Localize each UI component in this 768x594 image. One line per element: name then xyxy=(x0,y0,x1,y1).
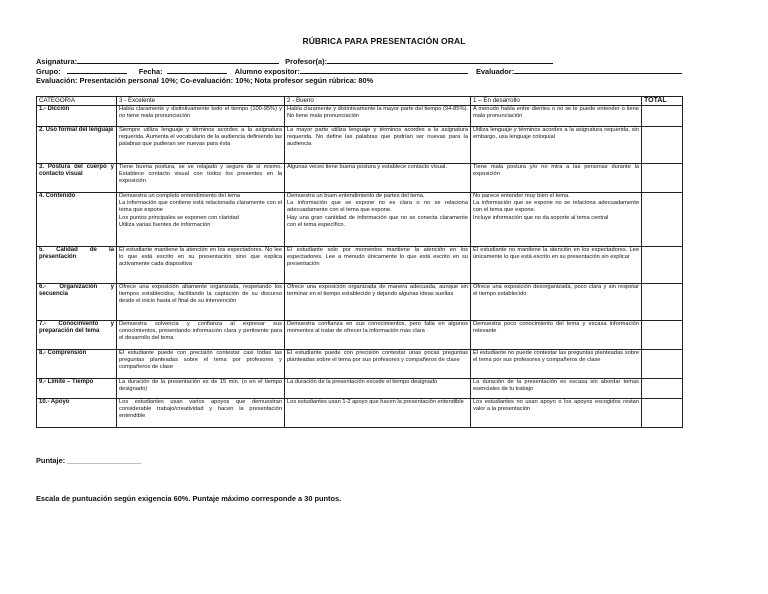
category-cell: 7.- Conocimiento y preparación del tema xyxy=(37,321,117,350)
criterion-cell-c1 xyxy=(471,284,642,321)
criterion-text: Utiliza lenguaje y términos acordes a la asignatura requerida, sin embargo, usa lenguaje coloquial xyxy=(473,127,639,141)
criterion-cell-c1 xyxy=(471,350,642,379)
fecha-label: Fecha: xyxy=(138,67,163,76)
criterion-text: Demuestra solvencia y confianza al expresar sus conocimientos, presentando información clara y pertinente para el desarrollo del tema xyxy=(119,321,282,342)
criterion-cell-c1 xyxy=(471,399,642,428)
table-row xyxy=(37,284,683,321)
criterion-cell-c3 xyxy=(117,247,285,284)
header-en-desarrollo: 1 – En desarrollo xyxy=(471,97,642,106)
total-cell[interactable] xyxy=(642,127,683,164)
total-cell[interactable] xyxy=(642,321,683,350)
criterion-text: Los puntos principales se exponen con claridad xyxy=(119,214,239,221)
header-row-1 xyxy=(36,56,553,66)
table-row xyxy=(37,106,683,127)
table-row xyxy=(37,379,683,399)
criterion-cell-c2 xyxy=(285,247,471,284)
table-row xyxy=(37,193,683,247)
criterion-cell-c3 xyxy=(117,399,285,428)
asignatura-label: Asignatura: xyxy=(36,57,78,66)
criterion-cell-c3 xyxy=(117,106,285,127)
criterion-cell-c1 xyxy=(471,193,642,247)
criterion-cell-c2 xyxy=(285,399,471,428)
profesor-field[interactable] xyxy=(327,56,553,64)
criterion-cell-c3 xyxy=(117,350,285,379)
criterion-text: El estudiante puede con precisión contestar casi todas las preguntas planteadas sobre el tema por profesores y compañeros de clase xyxy=(119,350,282,371)
criterion-text: Habla claramente y distintivamente la mayor parte del tiempo (94-85%). No tiene mala pronunciación xyxy=(287,106,468,120)
header-categoria: CATEGORÍA xyxy=(37,97,117,106)
criterion-text: La información que contiene está relacionada claramente con el tema que expone xyxy=(119,200,282,214)
criterion-text: Los estudiantes usan varios apoyos que demuestran considerable trabajo/creatividad y hacen la presentación entendible xyxy=(119,399,282,420)
criterion-cell-c2 xyxy=(285,379,471,399)
total-cell[interactable] xyxy=(642,164,683,193)
criterion-cell-c1 xyxy=(471,247,642,284)
criterion-text: Ofrece una exposición desorganizada, poco clara y sin respetar el tiempo establecido xyxy=(473,284,639,298)
category-cell: 1.- Dicción xyxy=(37,106,117,127)
criterion-text: La duración de la presentación es escasa sin abordar temas esenciales de tu trabajo xyxy=(473,379,639,393)
table-row xyxy=(37,164,683,193)
criterion-text: La duración de la presentación es de 15 min. (o en el tiempo designado) xyxy=(119,379,282,393)
criterion-cell-c2 xyxy=(285,284,471,321)
fecha-field[interactable] xyxy=(167,66,227,74)
table-header-row xyxy=(37,97,683,106)
criterion-text: Tiene mala postura y/o no mira a las personas durante la exposición xyxy=(473,164,639,178)
header-bueno: 2 - Bueno xyxy=(285,97,471,106)
criterion-cell-c2 xyxy=(285,106,471,127)
total-cell[interactable] xyxy=(642,193,683,247)
criterion-cell-c1 xyxy=(471,164,642,193)
criterion-cell-c3 xyxy=(117,379,285,399)
criterion-text: Algunas veces tiene buena postura y establece contacto visual. xyxy=(287,164,447,170)
table-row xyxy=(37,247,683,284)
table-row xyxy=(37,399,683,428)
document-title: RÚBRICA PARA PRESENTACIÓN ORAL xyxy=(302,36,466,46)
total-cell[interactable] xyxy=(642,247,683,284)
criterion-cell-c1 xyxy=(471,321,642,350)
total-cell[interactable] xyxy=(642,106,683,127)
criterion-cell-c3 xyxy=(117,284,285,321)
criterion-cell-c1 xyxy=(471,379,642,399)
criterion-text: El estudiante mantiene la atención en los espectadores. No lee lo que está escrito en su presentación sino que explica activamente cada diapositiva xyxy=(119,247,282,268)
criterion-cell-c2 xyxy=(285,350,471,379)
criterion-text: Los estudiantes no usan apoyo o los apoyos escogidos restan valor a la presentación xyxy=(473,399,639,413)
header-row-2 xyxy=(36,66,682,76)
grupo-label: Grupo: xyxy=(36,67,61,76)
criterion-text: Utiliza varias fuentes de información xyxy=(119,221,211,228)
criterion-text: Demuestra un completo entendimiento del tema xyxy=(119,193,241,199)
total-cell[interactable] xyxy=(642,379,683,399)
criterion-text: Ofrece una exposición altamente organizada, respetando los tiempos establecidos, facilitando la captación de su discurso desde el inicio hasta el final de su intervención xyxy=(119,284,282,305)
total-cell[interactable] xyxy=(642,399,683,428)
escala-note: Escala de puntuación según exigencia 60%. Puntaje máximo corresponde a 30 puntos. xyxy=(36,494,342,503)
table-row xyxy=(37,350,683,379)
category-cell: 9.- Límite – Tiempo xyxy=(37,379,117,399)
criterion-cell-c3 xyxy=(117,321,285,350)
criterion-text: El estudiante solo por momentos mantiene la atención en los espectadores. Lee a menudo únicamente lo que está escrito en su presentación xyxy=(287,247,468,268)
total-cell[interactable] xyxy=(642,350,683,379)
evaluador-field[interactable] xyxy=(514,66,682,74)
category-cell: 10.- Apoyo xyxy=(37,399,117,428)
alumno-field[interactable] xyxy=(300,66,468,74)
criterion-text: No parece entender muy bien el tema. xyxy=(473,193,570,199)
criterion-cell-c3 xyxy=(117,164,285,193)
alumno-label: Alumno expositor: xyxy=(234,67,300,76)
category-cell: 5. Calidad de la presentación xyxy=(37,247,117,284)
criterion-text: La duración de la presentación excede el tiempo designado xyxy=(287,379,438,385)
puntaje-field[interactable]: Puntaje: __________________ xyxy=(36,456,142,465)
criterion-text: Hay una gran cantidad de información que no se conecta claramente con el tema específico. xyxy=(287,214,468,228)
table-row xyxy=(37,127,683,164)
asignatura-field[interactable] xyxy=(77,56,279,64)
criterion-text: Habla claramente y distintivamente todo el tiempo (100-95%) y no tiene mala pronunciación xyxy=(119,106,282,120)
category-cell: 2. Uso formal del lenguaje xyxy=(37,127,117,164)
criterion-text: Demuestra confianza en sus conocimientos, pero falla en algunos momentos al tratar de ofrecer la información más clara xyxy=(287,321,468,335)
evaluador-label: Evaluador: xyxy=(475,67,515,76)
criterion-text: La información que se expone no es clara o no se relaciona adecuadamente con el tema que expone. xyxy=(287,200,468,214)
header-excelente: 3 - Excelente xyxy=(117,97,285,106)
criterion-text: Tiene buena postura, se ve relajado y seguro de sí mismo. Establece contacto visual con todos los presentes en la exposición xyxy=(119,164,282,185)
total-cell[interactable] xyxy=(642,284,683,321)
criterion-cell-c2 xyxy=(285,127,471,164)
criterion-text: A menudo habla entre dientes o no se le puede entender o tiene mala pronunciación xyxy=(473,106,639,120)
criterion-cell-c2 xyxy=(285,321,471,350)
category-cell: 8.- Comprensión xyxy=(37,350,117,379)
header-total: TOTAL xyxy=(642,97,683,106)
criterion-cell-c1 xyxy=(471,106,642,127)
criterion-cell-c2 xyxy=(285,164,471,193)
criterion-text: La mayor parte utiliza lenguaje y términos acordes a la asignatura requerida. No define las palabras que podrían ser nuevas para la audiencia xyxy=(287,127,468,148)
criterion-cell-c3 xyxy=(117,127,285,164)
category-cell: 3. Postura del cuerpo y contacto visual xyxy=(37,164,117,193)
grupo-field[interactable] xyxy=(67,66,127,74)
category-cell: 4. Contenido xyxy=(37,193,117,247)
criterion-text: El estudiante no mantiene la atención en los espectadores. Lee únicamente lo que está escrito en su presentación sin explicar xyxy=(473,247,639,261)
criterion-cell-c1 xyxy=(471,127,642,164)
table-row xyxy=(37,321,683,350)
rubric-table xyxy=(36,96,683,428)
criterion-text: Los estudiantes usan 1-2 apoyo que hacen la presentación entendible xyxy=(287,399,464,405)
criterion-text: El estudiante puede con precisión contestar unas pocas preguntas planteadas sobre el tema por sus profesores y compañeros de clase xyxy=(287,350,468,364)
criterion-text: Demuestra un buen entendimiento de partes del tema. xyxy=(287,193,425,199)
criterion-text: Demuestra poco conocimiento del tema y escasa información relevante xyxy=(473,321,639,335)
criterion-text: Ofrece una exposición organizada de manera adecuada, aunque sin terminar en el tiempo establecido y dejando algunas ideas sueltas xyxy=(287,284,468,298)
criterion-text: Incluye información que no da soporte al tema central xyxy=(473,214,609,221)
profesor-label: Profesor(a): xyxy=(285,57,328,66)
criterion-cell-c3 xyxy=(117,193,285,247)
criterion-cell-c2 xyxy=(285,193,471,247)
category-cell: 6.- Organización y secuencia xyxy=(37,284,117,321)
rubric-body xyxy=(37,106,683,428)
criterion-text: El estudiante no puede contestar las preguntas planteadas sobre el tema por sus profesores y compañeros de clase xyxy=(473,350,639,364)
evaluation-weights: Evaluación: Presentación personal 10%; Co-evaluación: 10%; Nota profesor según rúbrica: 80% xyxy=(36,76,374,85)
criterion-text: La información que se expone no se relaciona adecuadamente con el tema que expone. xyxy=(473,200,639,214)
criterion-text: Siempre utiliza lenguaje y términos acordes a la asignatura requerida. Aumenta el vocabulario de la audiencia definiendo las palabras que pudieran ser nuevas para ésta xyxy=(119,127,282,148)
